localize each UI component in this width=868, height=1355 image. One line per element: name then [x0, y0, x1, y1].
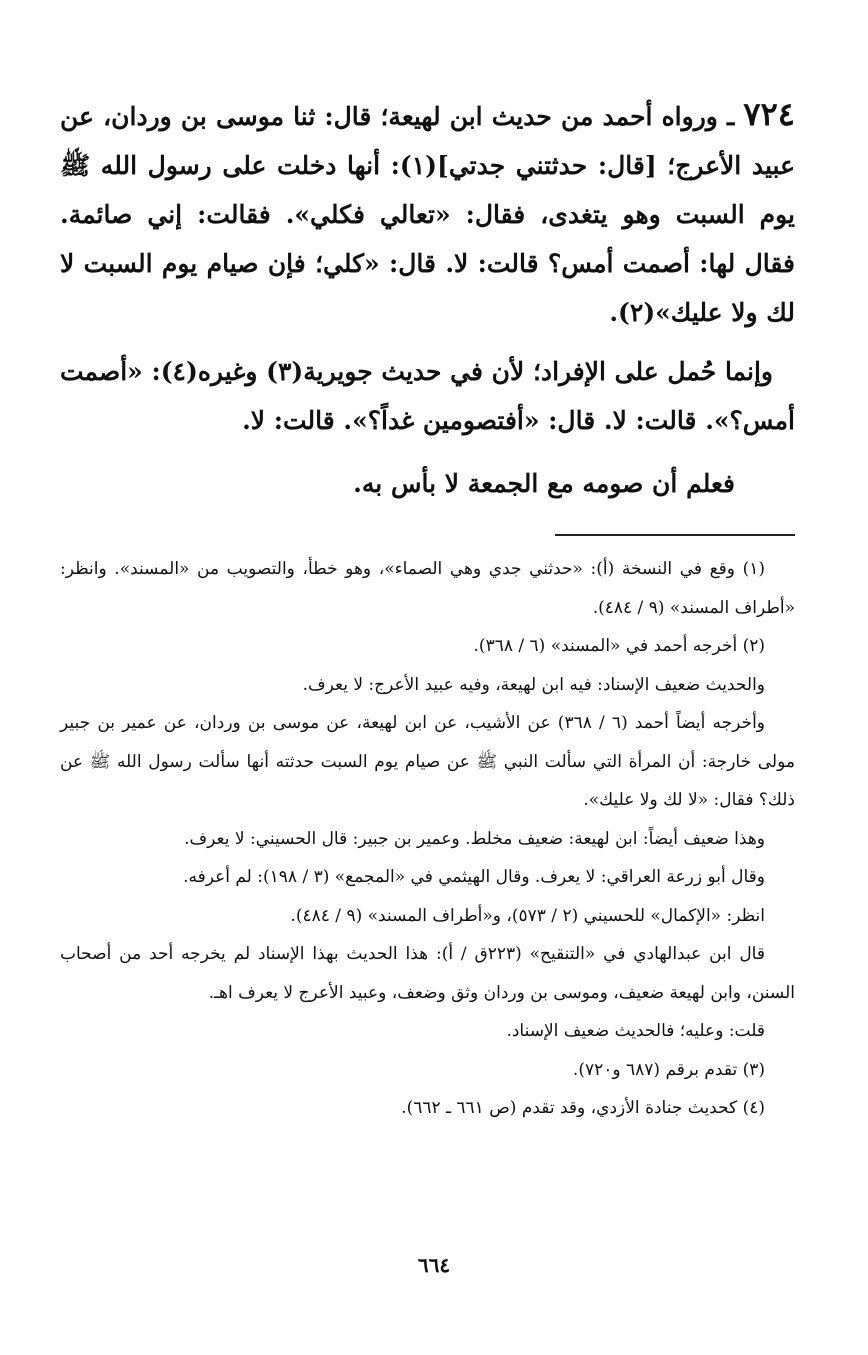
footnote-3: (٣) تقدم برقم (٦٨٧ و٧٢٠). [572, 1059, 765, 1080]
paragraph-hadith [60, 90, 795, 337]
page-body [60, 90, 795, 1128]
hadith-text: ـ ورواه أحمد من حديث ابن لهيعة؛ قال: ثنا موسى بن وردان، عن عبيد الأعرج؛ [قال: حدثتني جدتي](١): أنها دخلت على رسول الله ﷺ يوم السبت وهو يتغدى، فقال: «تعالي فكلي». فقالت: إني صائمة. فقال لها: أصمت أمس؟ قالت: لا. قال: «كلي؛ فإن صيام يوم السبت لا لك ولا عليك»(٢). [60, 102, 795, 327]
footnote-2-abu-zurah: وقال أبو زرعة العراقي: لا يعرف. وقال الهيثمي في «المجمع» (٣ / ١٩٨): لم أعرفه. [183, 867, 765, 887]
page-number: ٦٦٤ [417, 1253, 451, 1277]
footnote-2: (٢) أخرجه أحمد في «المسند» (٦ / ٣٦٨). [473, 636, 765, 656]
footnote-2-refs: انظر: «الإكمال» للحسيني (٢ / ٥٧٣)، و«أطراف المسند» (٩ / ٤٨٤). [290, 905, 765, 926]
paragraph-explanation: وإنما حُمل على الإفراد؛ لأن في حديث جويرية(٣) وغيره(٤): «أصمت أمس؟». قالت: لا. قال: «أفتصومين غداً؟». قالت: لا. [59, 357, 795, 435]
footnote-2-conclusion: قلت: وعليه؛ فالحديث ضعيف الإسناد. [506, 1021, 765, 1041]
footnote-divider [555, 534, 795, 536]
footnote-1: (١) وقع في النسخة (أ): «حدثني جدي وهي الصماء»، وهو خطأ، والتصويب من «المسند». وانظر: «أطراف المسند» (٩ / ٤٨٤). [60, 559, 795, 618]
footnote-2-weakness: وهذا ضعيف أيضاً: ابن لهيعة: ضعيف مخلط. وعمير بن جبير: قال الحسيني: لا يعرف. [184, 828, 765, 849]
footnote-2-grading: والحديث ضعيف الإسناد: فيه ابن لهيعة، وفيه عبيد الأعرج: لا يعرف. [302, 674, 765, 695]
footnote-2-tanqih: قال ابن عبدالهادي في «التنقيح» (٢٢٣ق / أ): هذا الحديث بهذا الإسناد لم يخرجه أحد من أصحاب السنن، وابن لهيعة ضعيف، وموسى بن وردان وثق وضعف، وعبيد الأعرج لا يعرف اهـ. [60, 944, 795, 1003]
paragraph-conclusion: فعلم أن صومه مع الجمعة لا بأس به. [353, 469, 735, 498]
footnote-2-other-route: وأخرجه أيضاً أحمد (٦ / ٣٦٨) عن الأشيب، عن ابن لهيعة، عن موسى بن وردان، عن عمير بن جبير مولى خارجة: أن المرأة التي سألت النبي ﷺ عن صيام يوم السبت حدثته أنها سألت رسول الله ﷺ عن ذلك؟ فقال: «لا لك ولا عليك». [60, 713, 795, 810]
main-text [60, 90, 795, 508]
footnotes [60, 550, 795, 1128]
hadith-number: ٧٢٤ [743, 95, 795, 133]
footnote-4: (٤) كحديث جنادة الأزدي، وقد تقدم (ص ٦٦١ ـ ٦٦٢). [401, 1098, 765, 1118]
